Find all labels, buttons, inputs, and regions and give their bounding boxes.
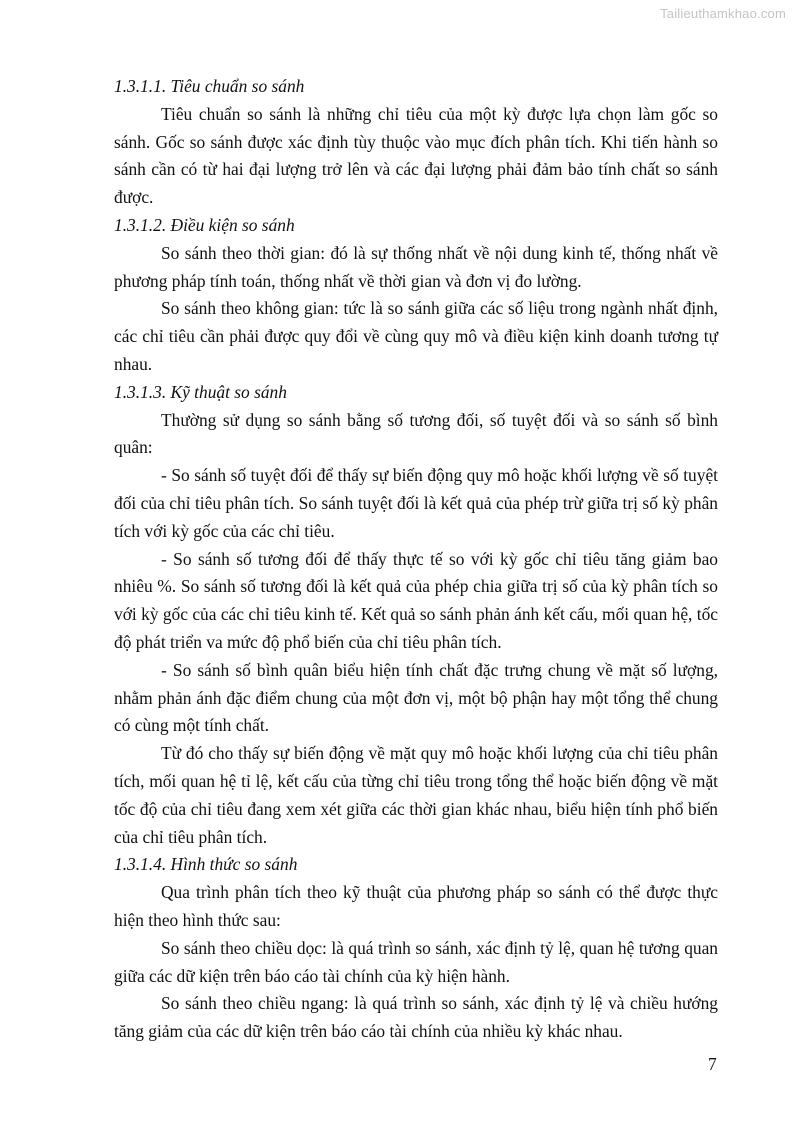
section-heading-dieu-kien: 1.3.1.2. Điều kiện so sánh xyxy=(114,214,295,235)
paragraph: So sánh theo chiều dọc: là quá trình so sánh, xác định tỷ lệ, quan hệ tương quan giữa các dữ kiện trên báo cáo tài chính của kỳ hiện hành. xyxy=(114,937,718,986)
section-heading-tieu-chuan: 1.3.1.1. Tiêu chuẩn so sánh xyxy=(114,76,305,96)
paragraph: Qua trình phân tích theo kỹ thuật của phương pháp so sánh có thể được thực hiện theo hình thức sau: xyxy=(114,882,718,930)
section-heading-ky-thuat: 1.3.1.3. Kỹ thuật so sánh xyxy=(114,381,287,402)
watermark-text: Tailieuthamkhao.com xyxy=(660,6,786,21)
section-heading-hinh-thuc: 1.3.1.4. Hình thức so sánh xyxy=(114,854,298,875)
list-item: - So sánh số tuyệt đối để thấy sự biến động quy mô hoặc khối lượng về số tuyệt đối của chỉ tiêu phân tích. So sánh tuyệt đối là kết quả của phép trừ giữa trị số kỳ phân tích với kỳ gốc của các chỉ tiêu. xyxy=(114,465,718,541)
list-item: - So sánh số bình quân biểu hiện tính chất đặc trưng chung về mặt số lượng, nhằm phản ánh đặc điểm chung của một đơn vị, một bộ phận hay một tổng thể chung có cùng một tính chất. xyxy=(114,659,718,736)
paragraph: Thường sử dụng so sánh bằng số tương đối, số tuyệt đối và so sánh số bình quân: xyxy=(114,409,718,458)
list-item: - So sánh số tương đối để thấy thực tế so với kỳ gốc chỉ tiêu tăng giảm bao nhiêu %. So sánh số tương đối là kết quả của phép chia giữa trị số của kỳ phân tích so với kỳ gốc của các chỉ tiêu kinh tế. Kết quả so sánh phản ánh kết cấu, mối quan hệ, tốc độ phát triển va mức độ phổ biến của chỉ tiêu phân tích. xyxy=(114,548,718,652)
paragraph: Từ đó cho thấy sự biến động về mặt quy mô hoặc khối lượng của chỉ tiêu phân tích, mối quan hệ tỉ lệ, kết cấu của từng chỉ tiêu trong tổng thể hoặc biến động về mặt tốc độ của chỉ tiêu đang xem xét giữa các thời gian khác nhau, biểu hiện tính phổ biến của chỉ tiêu phân tích. xyxy=(114,743,718,847)
paragraph: So sánh theo chiều ngang: là quá trình so sánh, xác định tỷ lệ và chiều hướng tăng giảm của các dữ kiện trên báo cáo tài chính của nhiều kỳ khác nhau. xyxy=(114,993,718,1042)
paragraph: So sánh theo không gian: tức là so sánh giữa các số liệu trong ngành nhất định, các chỉ tiêu cần phải được quy đổi về cùng quy mô và điều kiện kinh doanh tương tự nhau. xyxy=(114,298,718,374)
page-content xyxy=(114,73,718,1046)
page-number: 7 xyxy=(708,1054,717,1074)
paragraph: Tiêu chuẩn so sánh là những chỉ tiêu của một kỳ được lựa chọn làm gốc so sánh. Gốc so sánh được xác định tùy thuộc vào mục đích phân tích. Khi tiến hành so sánh cần có từ hai đại lượng trở lên và các đại lượng phải đảm bảo tính chất so sánh được. xyxy=(114,103,718,208)
paragraph: So sánh theo thời gian: đó là sự thống nhất về nội dung kinh tế, thống nhất về phương pháp tính toán, thống nhất về thời gian và đơn vị đo lường. xyxy=(114,242,718,291)
